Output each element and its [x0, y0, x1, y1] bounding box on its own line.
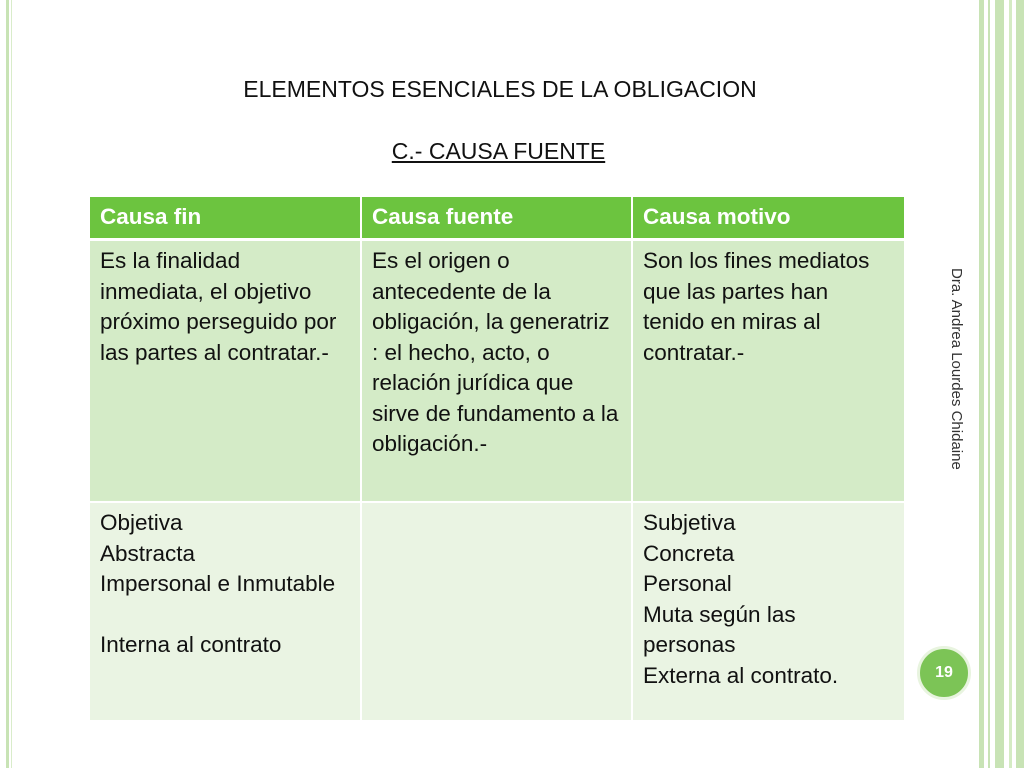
trait-line: Interna al contrato [100, 631, 282, 657]
trait-line: Personal [643, 571, 732, 596]
trait-line: Externa al contrato. [643, 662, 839, 688]
frame-line-left-thin [11, 0, 12, 768]
table-row [90, 240, 904, 503]
trait-spacer [100, 600, 350, 630]
trait-line: Concreta [643, 540, 735, 566]
trait-line: Abstracta [100, 540, 196, 566]
slide-subtitle [100, 138, 897, 165]
trait-line: Objetiva [100, 510, 183, 535]
page-number-badge: 19 [917, 646, 971, 700]
table-header-row [90, 197, 904, 240]
header-causa-fin: Causa fin [90, 197, 361, 240]
trait-line: Subjetiva [643, 510, 736, 535]
header-causa-fuente: Causa fuente [361, 197, 632, 240]
table-row [90, 502, 904, 721]
frame-line-right [1009, 0, 1012, 768]
frame-line-right [988, 0, 990, 768]
author-vertical-text: Dra. Andrea Lourdes Chidaine [948, 268, 965, 470]
cell-causa-fuente-definition: Es el origen o antecedente de la obligación, la generatriz : el hecho, acto, o relación jurídica que sirve de fundamento a la obligación.- [361, 240, 632, 503]
frame-line-right [979, 0, 984, 768]
trait-line: Impersonal e Inmutable [100, 571, 336, 596]
frame-line-right [1016, 0, 1024, 768]
subtitle-text: C.- CAUSA FUENTE [391, 138, 606, 164]
cell-causa-motivo-traits [632, 502, 904, 721]
cell-causa-motivo-definition: Son los fines mediatos que las partes han tenido en miras al contratar.- [632, 240, 904, 503]
cell-causa-fin-traits [90, 502, 361, 721]
frame-line-right [995, 0, 1004, 768]
cell-causa-fin-definition: Es la finalidad inmediata, el objetivo próximo perseguido por las partes al contratar.- [90, 240, 361, 503]
cell-causa-fuente-traits [361, 502, 632, 721]
frame-line-left [6, 0, 9, 768]
slide-title: ELEMENTOS ESENCIALES DE LA OBLIGACION [243, 76, 757, 102]
causes-table [90, 197, 904, 722]
header-causa-motivo: Causa motivo [632, 197, 904, 240]
trait-line: Muta según las personas [643, 601, 796, 657]
